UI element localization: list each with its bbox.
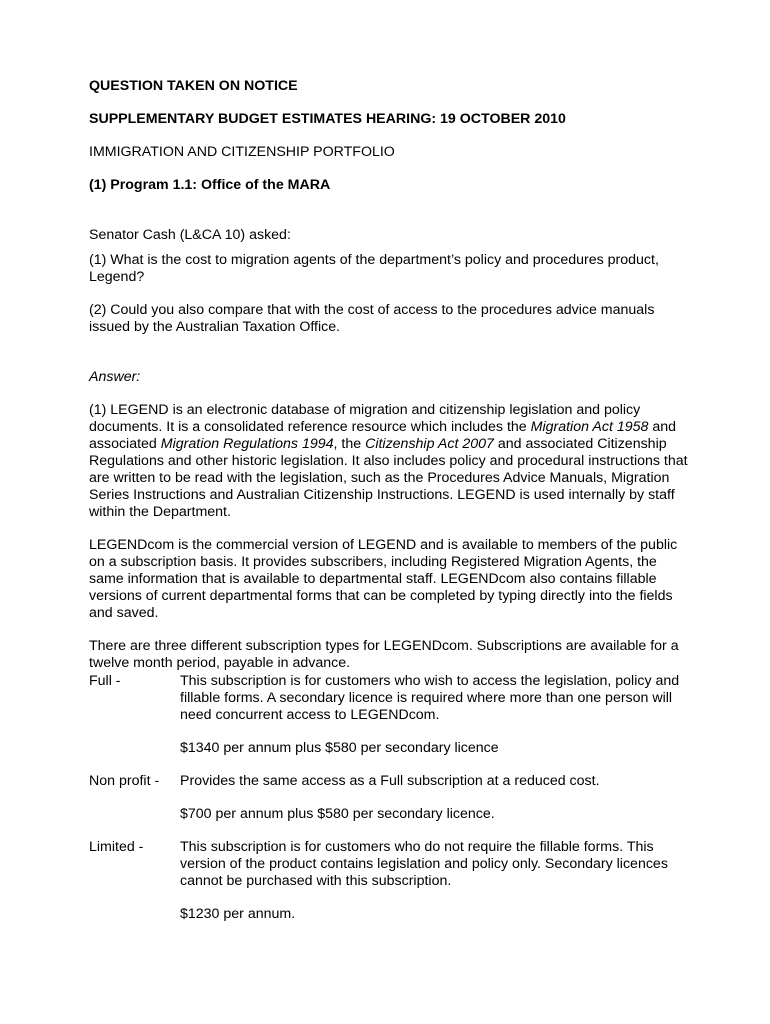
subscription-label: Limited - <box>89 839 144 855</box>
program-heading: (1) Program 1.1: Office of the MARA <box>89 177 331 193</box>
subscription-limited <box>89 839 689 890</box>
subscription-price: $1340 per annum plus $580 per secondary licence <box>180 740 499 756</box>
subscription-full <box>89 673 689 724</box>
answer-paragraph-3: There are three different subscription types for LEGENDcom. Subscriptions are available for a twelve month period, payable in advance. <box>89 638 679 671</box>
answer-p1-italic-1: Migration Act 1958 <box>530 419 649 435</box>
subscription-price: $700 per annum plus $580 per secondary licence. <box>180 806 495 822</box>
question-1: (1) What is the cost to migration agents of the department’s policy and procedures product, Legend? <box>89 252 659 285</box>
portfolio-heading: IMMIGRATION AND CITIZENSHIP PORTFOLIO <box>89 144 395 160</box>
answer-p1-italic-2: Migration Regulations 1994 <box>160 436 334 452</box>
answer-p1-text-1: (1) LEGEND is an electronic database of migration and citizenship legislation and policy documents. It is a consolidated reference resource which includes the <box>89 402 641 435</box>
subscription-price: $1230 per annum. <box>180 906 296 922</box>
subscription-description: This subscription is for customers who wish to access the legislation, policy and fillable forms. A secondary licence is required where more than one person will need concurrent access to LEGENDcom. <box>180 673 680 723</box>
answer-p1-text-2: and associated <box>89 419 677 452</box>
answer-p1-text-3: , the <box>333 436 366 452</box>
subscription-description: Provides the same access as a Full subscription at a reduced cost. <box>180 773 600 789</box>
hearing-heading: SUPPLEMENTARY BUDGET ESTIMATES HEARING: 19 OCTOBER 2010 <box>89 111 566 127</box>
notice-heading: QUESTION TAKEN ON NOTICE <box>89 78 298 94</box>
question-2: (2) Could you also compare that with the cost of access to the procedures advice manuals issued by the Australian Taxation Office. <box>89 302 655 335</box>
subscription-label: Full - <box>89 673 121 689</box>
subscription-description: This subscription is for customers who do not require the fillable forms. This version of the product contains legislation and policy only. Secondary licences cannot be purchased with this subscription. <box>180 839 668 889</box>
answer-p1-text-4: and associated Citizenship Regulations and other historic legislation. It also includes policy and procedural instructions that are written to be read with the legislation, such as the Procedures Advice Manuals, Migration Series Instructions and Australian Citizenship Instructions. LEGEND is used internally by staff within the Department. <box>89 436 688 520</box>
answer-paragraph-2: LEGENDcom is the commercial version of LEGEND and is available to members of the public on a subscription basis. It provides subscribers, including Registered Migration Agents, the same information that is available to departmental staff. LEGENDcom also contains fillable versions of current departmental forms that can be completed by typing directly into the fields and saved. <box>89 537 678 621</box>
document-page <box>89 78 689 923</box>
senator-asked: Senator Cash (L&CA 10) asked: <box>89 227 291 243</box>
answer-label: Answer: <box>89 369 141 385</box>
answer-paragraph-1 <box>89 402 689 521</box>
answer-p1-italic-3: Citizenship Act 2007 <box>365 436 494 452</box>
subscription-non-profit <box>89 773 689 790</box>
subscription-label: Non profit - <box>89 773 160 789</box>
